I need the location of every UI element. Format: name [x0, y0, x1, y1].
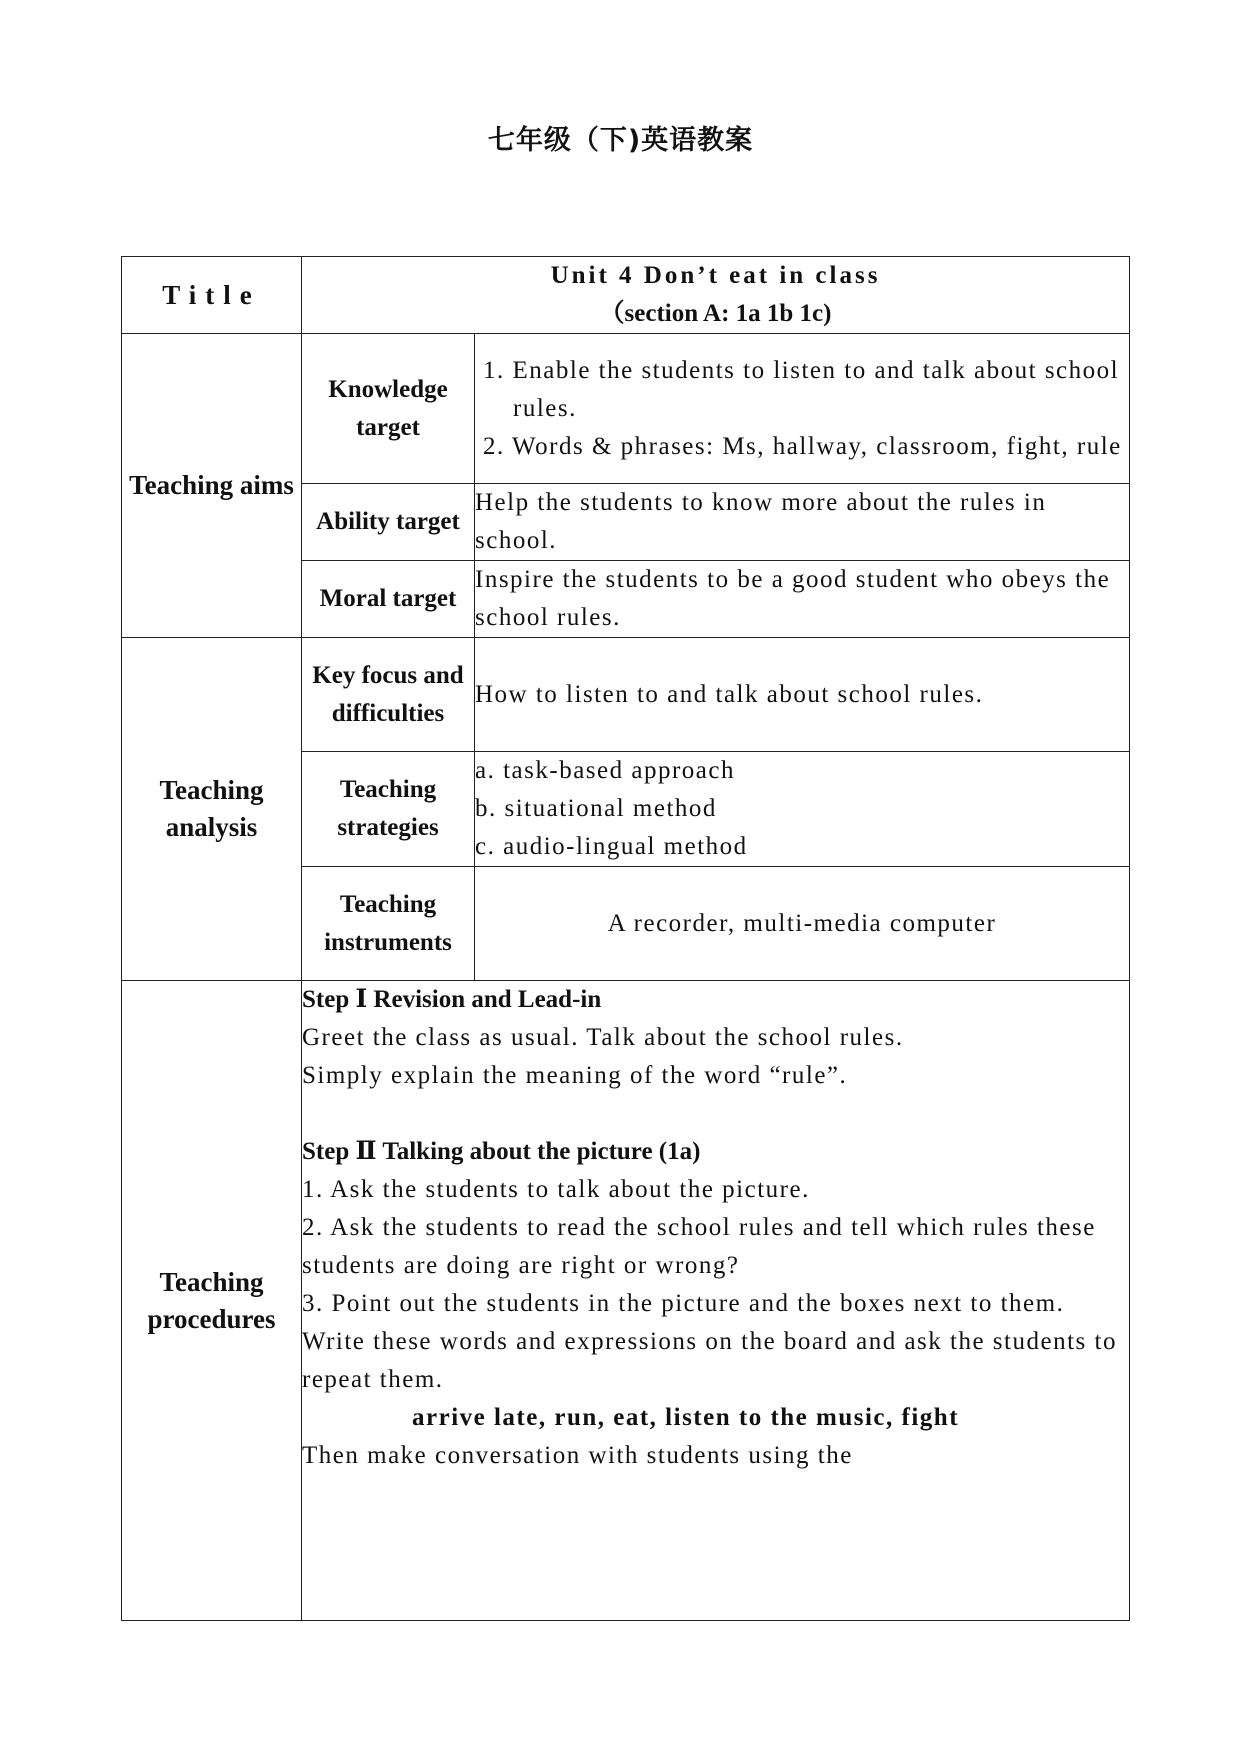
knowledge-target-content [475, 334, 1130, 484]
lesson-plan-table [121, 256, 1130, 1621]
strategies-content [475, 752, 1130, 867]
procedure-line: Write these words and expressions on the board and ask the students to repeat them. [302, 1328, 1117, 1393]
key-focus-content: How to listen to and talk about school rules. [475, 638, 1130, 752]
procedure-line: Then make conversation with students using the [302, 1442, 853, 1469]
step1-title: Step Ⅰ Revision and Lead-in [302, 986, 602, 1013]
instruments-content: A recorder, multi-media computer [475, 867, 1130, 981]
strategy-item: b. situational method [475, 795, 717, 822]
title-label-cell [122, 257, 302, 334]
section-title: （section A: 1a 1b 1c) [599, 300, 832, 327]
strategy-item: c. audio-lingual method [475, 833, 748, 860]
procedure-line: Simply explain the meaning of the word “rule”. [302, 1062, 848, 1089]
page-title: 七年级（下)英语教案 [487, 125, 754, 156]
knowledge-item: 2. Words & phrases: Ms, hallway, classroom, fight, rule [483, 432, 1122, 460]
moral-target-content: Inspire the students to be a good student who obeys the school rules. [475, 561, 1130, 638]
teaching-analysis-label: Teaching analysis [122, 638, 302, 981]
ability-target-content: Help the students to know more about the rules in school. [475, 484, 1130, 561]
step2-title: Step Ⅱ Talking about the picture (1a) [302, 1138, 701, 1165]
unit-title: Unit 4 Don’t eat in class [550, 262, 881, 289]
key-focus-label: Key focus and difficulties [302, 638, 475, 752]
procedure-line: 3. Point out the students in the picture and the boxes next to them. [302, 1290, 1065, 1317]
procedures-content [302, 981, 1130, 1621]
spacer [302, 1095, 1129, 1133]
procedure-line: 1. Ask the students to talk about the picture. [302, 1176, 810, 1203]
instruments-label: Teaching instruments [302, 867, 475, 981]
title-row [122, 257, 1130, 334]
knowledge-item: 1. Enable the students to listen to and talk about school rules. [483, 356, 1120, 422]
strategy-item: a. task-based approach [475, 757, 735, 784]
ability-target-label: Ability target [302, 484, 475, 561]
knowledge-target-row [122, 334, 1130, 484]
title-value-cell [302, 257, 1130, 334]
knowledge-target-label: Knowledge target [302, 334, 475, 484]
key-focus-row [122, 638, 1130, 752]
moral-target-label: Moral target [302, 561, 475, 638]
procedure-line: Greet the class as usual. Talk about the school rules. [302, 1024, 904, 1051]
strategies-label: Teaching strategies [302, 752, 475, 867]
title-label: Title [162, 279, 261, 310]
vocabulary-words: arrive late, run, eat, listen to the music, fight [412, 1404, 960, 1431]
teaching-procedures-label: Teaching procedures [122, 981, 302, 1621]
teaching-aims-label: Teaching aims [122, 334, 302, 638]
procedure-line: 2. Ask the students to read the school rules and tell which rules these students are doing are right or wrong? [302, 1214, 1096, 1279]
procedures-row [122, 981, 1130, 1621]
